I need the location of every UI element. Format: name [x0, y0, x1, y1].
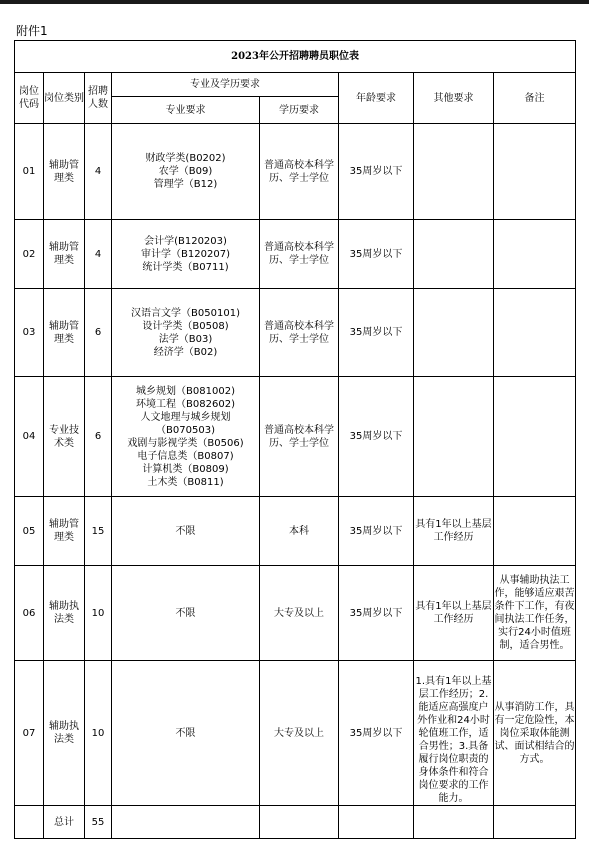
major-line: 不限	[175, 727, 196, 739]
major-line: （B070503)	[156, 424, 215, 436]
other-requirement	[414, 220, 494, 289]
header-age: 年龄要求	[339, 73, 414, 124]
major-requirement	[112, 220, 260, 289]
education-requirement: 普通高校本科学历、学士学位	[260, 220, 339, 289]
major-line: 农学（B09)	[158, 166, 213, 177]
remarks: 从事辅助执法工作，能够适应艰苦条件下工作，有夜间执法工作任务，实行24小时值班制，适合男性。	[494, 566, 576, 661]
header-code: 岗位代码	[15, 73, 44, 124]
other-requirement: 具有1年以上基层工作经历	[414, 566, 494, 661]
education-requirement: 普通高校本科学历、学士学位	[260, 289, 339, 377]
recruit-count: 4	[85, 124, 112, 220]
total-empty-cell	[414, 806, 494, 839]
major-line: 财政学类(B0202)	[145, 153, 226, 164]
remarks	[494, 497, 576, 566]
major-line: 法学（B03)	[158, 333, 213, 345]
major-requirement	[112, 377, 260, 497]
position-code: 01	[15, 124, 44, 220]
major-requirement	[112, 661, 260, 806]
age-requirement: 35周岁以下	[339, 124, 414, 220]
position-code: 07	[15, 661, 44, 806]
total-label: 总计	[44, 806, 85, 839]
table-row	[15, 566, 576, 661]
position-category: 辅助管理类	[44, 220, 85, 289]
recruit-count: 10	[85, 661, 112, 806]
table-row	[15, 289, 576, 377]
header-other: 其他要求	[414, 73, 494, 124]
table-row	[15, 124, 576, 220]
other-requirement	[414, 289, 494, 377]
major-line: 统计学类（B0711)	[142, 261, 229, 273]
table-title: 2023年公开招聘聘员职位表	[15, 41, 576, 73]
recruit-count: 10	[85, 566, 112, 661]
age-requirement: 35周岁以下	[339, 220, 414, 289]
major-line: 会计学(B120203)	[144, 235, 227, 247]
position-code: 06	[15, 566, 44, 661]
position-category: 辅助执法类	[44, 566, 85, 661]
table-row	[15, 220, 576, 289]
total-empty-cell	[339, 806, 414, 839]
major-requirement	[112, 566, 260, 661]
attachment-label: 附件1	[16, 24, 48, 38]
position-code: 03	[15, 289, 44, 377]
position-category: 辅助管理类	[44, 497, 85, 566]
other-requirement	[414, 124, 494, 220]
major-line: 计算机类（B0809)	[142, 463, 229, 475]
position-code: 02	[15, 220, 44, 289]
table-row	[15, 377, 576, 497]
header-remarks: 备注	[494, 73, 576, 124]
education-requirement: 本科	[260, 497, 339, 566]
recruit-count: 15	[85, 497, 112, 566]
position-category: 专业技术类	[44, 377, 85, 497]
major-line: 汉语言文学（B050101)	[131, 307, 240, 319]
major-line: 不限	[175, 525, 196, 537]
major-line: 戏剧与影视学类（B0506)	[127, 437, 244, 449]
header-education: 学历要求	[260, 97, 339, 124]
major-line: 城乡规划（B081002)	[136, 385, 235, 397]
other-requirement	[414, 377, 494, 497]
major-requirement	[112, 124, 260, 220]
table-row	[15, 661, 576, 806]
major-requirement	[112, 289, 260, 377]
major-line: 经济学（B02)	[153, 346, 218, 358]
total-empty-cell	[112, 806, 260, 839]
major-line: 环境工程（B082602)	[136, 398, 235, 410]
major-requirement	[112, 497, 260, 566]
position-code: 04	[15, 377, 44, 497]
position-table	[14, 40, 576, 839]
education-requirement: 大专及以上	[260, 661, 339, 806]
position-code: 05	[15, 497, 44, 566]
major-line: 设计学类（B0508)	[142, 320, 229, 332]
other-requirement: 1.具有1年以上基层工作经历；2.能适应高强度户外作业和24小时轮值班工作，适合男性；3.具备履行岗位职责的身体条件和符合岗位要求的工作能力。	[414, 661, 494, 806]
total-empty-cell	[260, 806, 339, 839]
header-count: 招聘人数	[85, 73, 112, 124]
header-category: 岗位类别	[44, 73, 85, 124]
remarks	[494, 377, 576, 497]
age-requirement: 35周岁以下	[339, 377, 414, 497]
total-row	[15, 806, 576, 839]
major-line: 人文地理与城乡规划	[140, 411, 231, 423]
remarks	[494, 124, 576, 220]
position-category: 辅助管理类	[44, 289, 85, 377]
window-top-bar	[0, 0, 589, 4]
age-requirement: 35周岁以下	[339, 566, 414, 661]
recruit-count: 4	[85, 220, 112, 289]
header-major-edu-group: 专业及学历要求	[112, 73, 339, 97]
education-requirement: 大专及以上	[260, 566, 339, 661]
total-count: 55	[85, 806, 112, 839]
other-requirement: 具有1年以上基层工作经历	[414, 497, 494, 566]
education-requirement: 普通高校本科学历、学士学位	[260, 377, 339, 497]
age-requirement: 35周岁以下	[339, 661, 414, 806]
remarks: 从事消防工作，具有一定危险性，本岗位采取体能测试、面试相结合的方式。	[494, 661, 576, 806]
major-line: 审计学（B120207)	[141, 248, 230, 260]
major-line: 管理学（B12)	[153, 179, 218, 190]
major-line: 不限	[175, 607, 196, 619]
remarks	[494, 220, 576, 289]
major-line: 土木类（B0811)	[147, 476, 224, 488]
recruit-count: 6	[85, 377, 112, 497]
header-major: 专业要求	[112, 97, 260, 124]
total-empty-cell	[494, 806, 576, 839]
total-empty-cell	[15, 806, 44, 839]
age-requirement: 35周岁以下	[339, 497, 414, 566]
age-requirement: 35周岁以下	[339, 289, 414, 377]
table-row	[15, 497, 576, 566]
remarks	[494, 289, 576, 377]
position-category: 辅助执法类	[44, 661, 85, 806]
major-line: 电子信息类（B0807)	[137, 450, 234, 462]
position-category: 辅助管理类	[44, 124, 85, 220]
recruit-count: 6	[85, 289, 112, 377]
education-requirement: 普通高校本科学历、学士学位	[260, 124, 339, 220]
